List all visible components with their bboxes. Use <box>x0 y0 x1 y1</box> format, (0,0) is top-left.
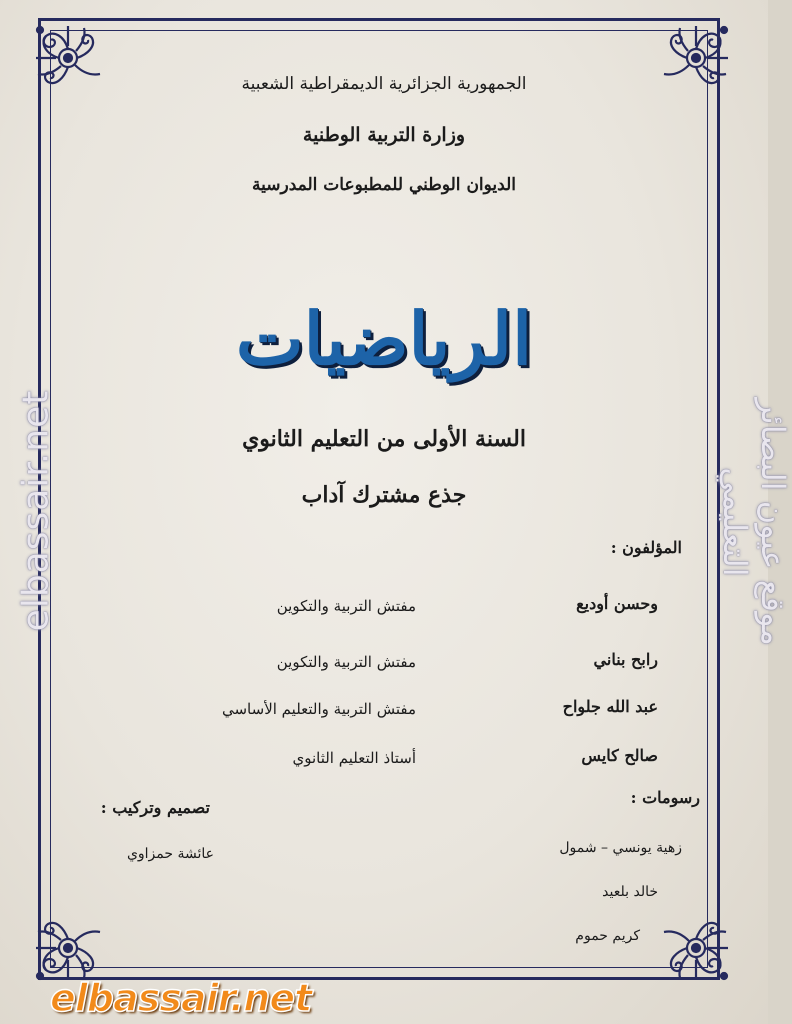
author-name: رابح بناني <box>593 650 658 669</box>
author-role: مفتش التربية والتكوين <box>276 597 416 615</box>
stream-name: جذع مشترك آداب <box>301 482 467 508</box>
author-role: مفتش التربية والتعليم الأساسي <box>221 700 416 718</box>
publisher-heading: الديوان الوطني للمطبوعات المدرسية <box>252 175 516 195</box>
author-role: أستاذ التعليم الثانوي <box>292 749 416 767</box>
ministry-heading: وزارة التربية الوطنية <box>302 124 466 146</box>
republic-heading: الجمهورية الجزائرية الديمقراطية الشعبية <box>241 74 527 94</box>
watermark-logo: elbassair.net <box>50 976 312 1020</box>
grade-level: السنة الأولى من التعليم الثانوي <box>242 426 526 452</box>
authors-label: المؤلفون : <box>610 538 682 557</box>
illustrator-name: خالد بلعيد <box>602 884 658 900</box>
design-label: تصميم وتركيب : <box>100 798 210 817</box>
author-role: مفتش التربية والتكوين <box>276 653 416 671</box>
book-title: الرياضيات <box>235 296 533 381</box>
author-name: عبد الله جلواح <box>562 697 658 716</box>
illustrator-name: كريم حموم <box>575 928 640 944</box>
corner-ornament-icon <box>654 906 738 990</box>
designer-name: عائشة حمزاوي <box>126 846 214 862</box>
drawings-label: رسومات : <box>630 788 700 807</box>
illustrator-name: زهية يونسي – شمول <box>559 840 682 856</box>
author-name: صالح كايس <box>581 746 658 765</box>
watermark-left: elbassair.net <box>15 389 57 632</box>
author-name: وحسن أوديع <box>576 594 658 613</box>
watermark-right: موقع عيون البصائر التعليمي <box>716 398 792 646</box>
